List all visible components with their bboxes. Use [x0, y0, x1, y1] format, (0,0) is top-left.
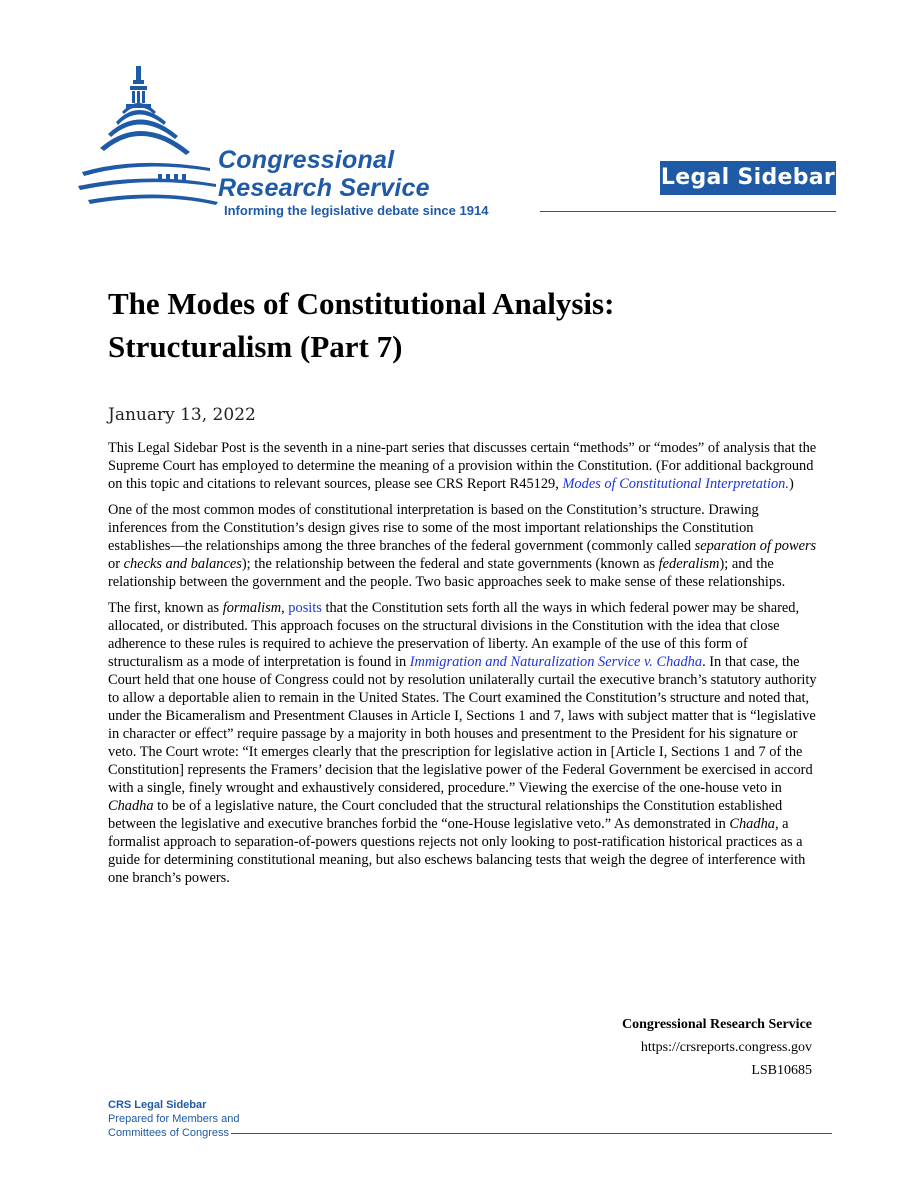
paragraph-structure: One of the most common modes of constitutional interpretation is based on the Constitution’s structure. Drawing inferences from the Constitution’s design gives rise to some of the most important relationships the Constitution establishes—the relationships among the three branches of the federal government (commonly called separation of powers or checks and balances); the relationship between the federal and state governments (known as federalism); and the relationship between the government and the people. Two basic approaches seek to make sense of these relationships. — [108, 502, 817, 590]
paragraph-intro: This Legal Sidebar Post is the seventh in a nine-part series that discusses certain “methods” or “modes” of analysis that the Supreme Court has employed to determine the meaning of a provision within the Constitution. (For additional background on this topic and citations to relevant sources, please see CRS Report R45129, Modes of Constitutional Interpretation.) — [108, 440, 817, 492]
signature-org: Congressional Research Service — [621, 1017, 812, 1032]
publication-date: January 13, 2022 — [108, 405, 256, 425]
page-footer — [108, 1098, 832, 1140]
footer-rule — [231, 1133, 832, 1134]
org-name-line1: Congressional — [218, 146, 395, 174]
posits-link[interactable]: posits — [288, 600, 322, 616]
header-rule — [540, 211, 836, 212]
title-line1: The Modes of Constitutional Analysis: — [108, 286, 615, 321]
signature-url[interactable]: https://crsreports.congress.gov — [640, 1040, 812, 1055]
org-tagline: Informing the legislative debate since 1914 — [224, 203, 489, 218]
crs-report-link[interactable]: Modes of Constitutional Interpretation. — [562, 476, 789, 492]
org-name-line2: Research Service — [218, 174, 430, 202]
footer-line3: Committees of Congress — [108, 1127, 230, 1139]
chadha-case-link[interactable]: Immigration and Naturalization Service v. Chadha — [409, 654, 703, 670]
legal-sidebar-badge: Legal Sidebar — [660, 161, 836, 195]
crs-logo — [78, 64, 538, 224]
footer-line2: Prepared for Members and — [108, 1113, 240, 1125]
capitol-dome-icon — [78, 64, 228, 224]
term-federalism: federalism — [658, 556, 720, 572]
signature-block — [622, 1013, 812, 1082]
title-line2: Structuralism (Part 7) — [108, 329, 403, 364]
paragraph-formalism: The first, known as formalism, posits that the Constitution sets forth all the ways in which federal power may be shared, allocated, or distributed. This approach focuses on the structural divisions in the Constitution with the idea that close adherence to these rules is required to achieve the preservation of liberty. An example of the use of this form of structuralism as a mode of interpretation is found in Immigration and Naturalization Service v. Chadha. In that case, the Court held that one house of Congress could not by resolution unilaterally curtail the executive branch’s statutory authority to allow a deportable alien to remain in the United States. The Court examined the Constitution’s structure and noted that, under the Bicameralism and Presentment Clauses in Article I, Sections 1 and 7, laws with subject matter that is “legislative in character or effect” require passage by a majority in both houses and presentment to the President for his signature or veto. The Court wrote: “It emerges clearly that the prescription for legislative action in [Article I, Sections 1 and 7 of the Constitution] represents the Framers’ decision that the legislative power of the Federal Government be exercised in accord with a single, finely wrought and exhaustively considered, procedure.” Viewing the exercise of the one-house veto in Chadha to be of a legislative nature, the Court concluded that the structural relationships the Constitution established between the legislative and executive branches forbid the “one-House legislative veto.” As demonstrated in Chadha, a formalist approach to separation-of-powers questions rejects not only looking to post-ratification historical practices as a guide for determining constitutional meaning, but also eschews balancing tests that weigh the degree of interference with one branch’s powers. — [108, 600, 817, 886]
article-body — [108, 439, 818, 895]
report-code: LSB10685 — [751, 1063, 812, 1078]
term-separation-of-powers: separation of powers — [694, 538, 817, 554]
term-checks-and-balances: checks and balances — [123, 556, 242, 572]
crs-wordmark — [218, 146, 430, 202]
term-formalism: formalism — [222, 600, 282, 616]
page-title — [108, 282, 828, 368]
footer-line1: CRS Legal Sidebar — [108, 1099, 207, 1111]
